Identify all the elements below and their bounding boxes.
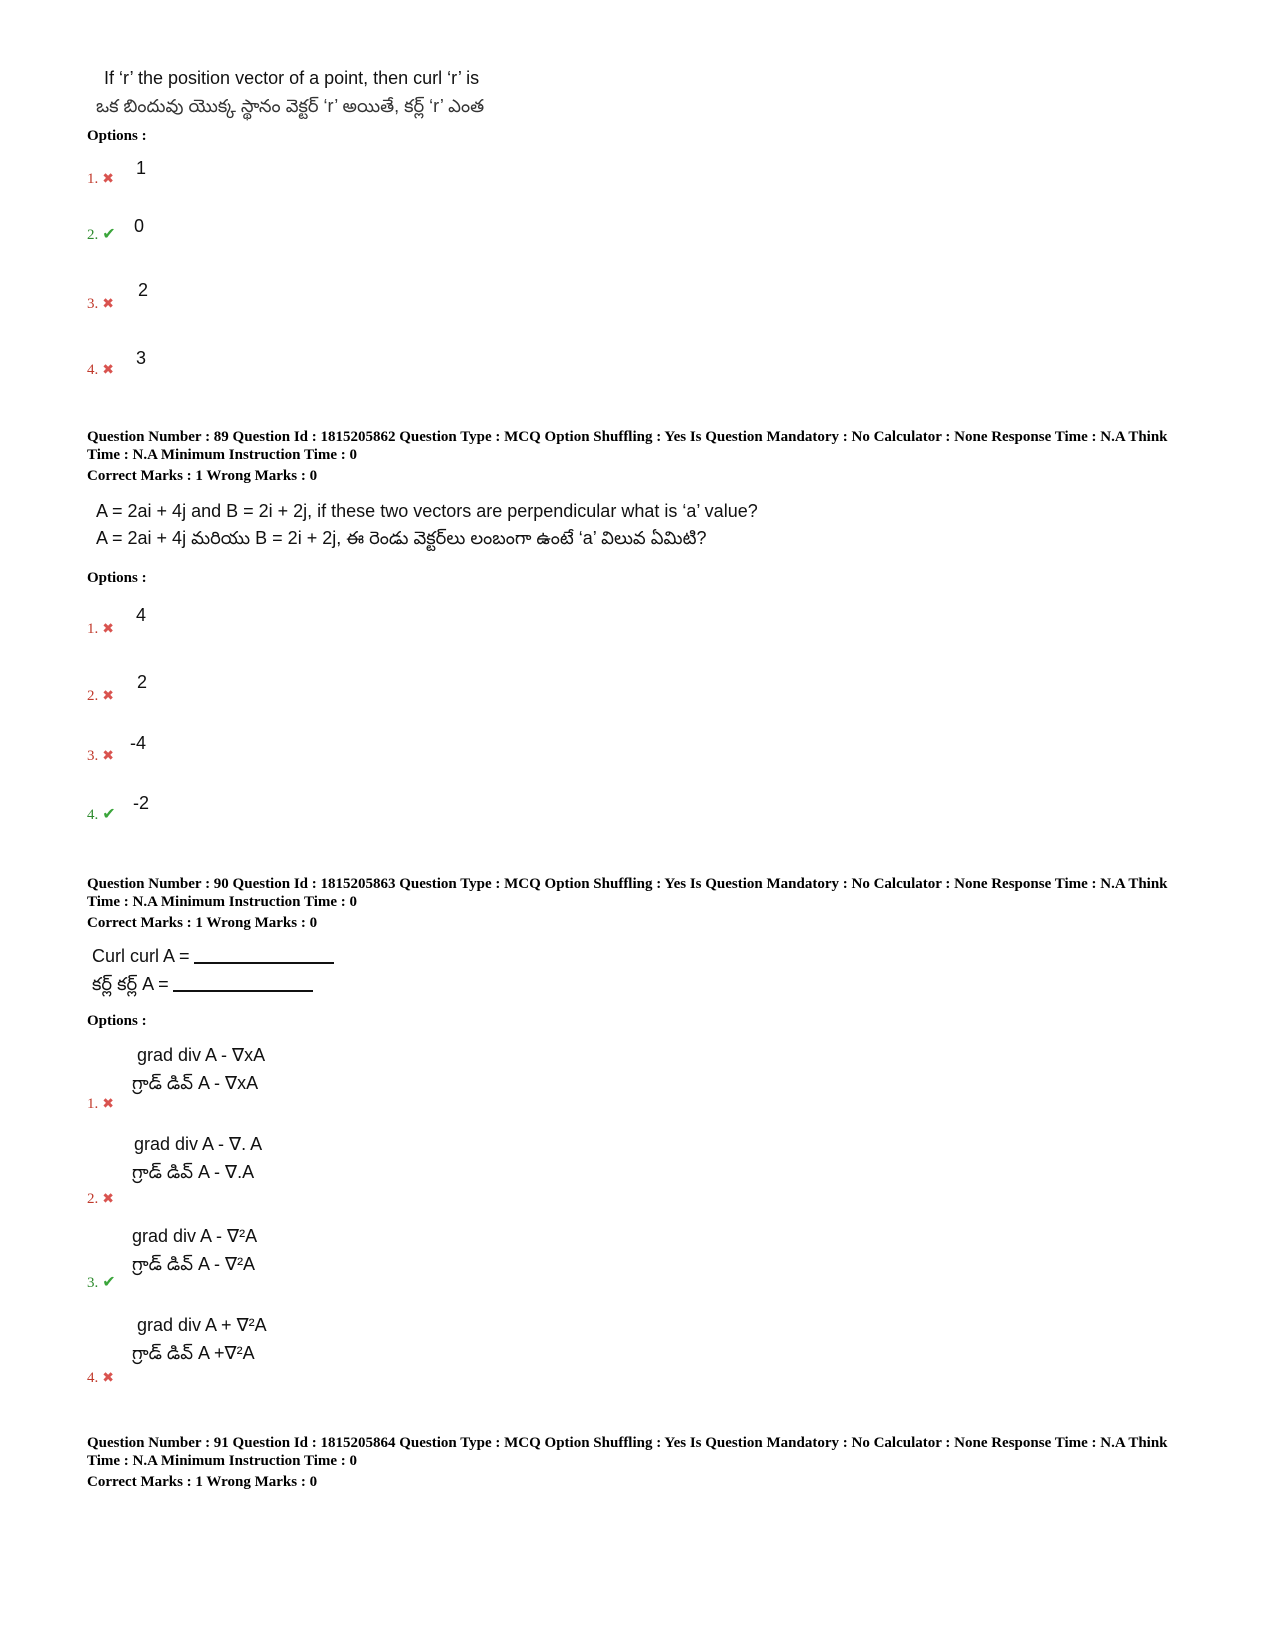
wrong-icon: ✖ [102, 171, 114, 187]
q90-option-2-value-en: grad div A - ∇. A [134, 1134, 263, 1154]
q89-text-en: A = 2ai + 4j and B = 2i + 2j, if these two vectors are perpendicular what is ‘a’ value? [96, 501, 758, 521]
wrong-icon: ✖ [102, 1096, 114, 1112]
q90-option-3[interactable] [87, 1272, 116, 1292]
option-number: 1. [87, 1096, 99, 1112]
q89-option-4-value: -2 [133, 793, 150, 813]
option-number: 2. [87, 688, 99, 704]
option-number: 4. [87, 362, 99, 378]
option-number: 2. [87, 227, 99, 243]
q88-text-te: ఒక బిందువు యొక్క స్థానం వెక్టర్ ‘r’ అయితే, కర్ల్ ‘r’ ఎంత [96, 96, 485, 116]
q90-meta: Question Number : 90 Question Id : 1815205863 Question Type : MCQ Option Shuffling : Yes Is Question Mandatory : No Calculator : None Response Time : N.A Think Time : N.A Minimum Instruction Time : 0 [87, 876, 1168, 910]
q89-option-1[interactable] [87, 618, 114, 638]
q88-option-3[interactable] [87, 293, 114, 313]
wrong-icon: ✖ [102, 1191, 114, 1207]
wrong-icon: ✖ [102, 296, 114, 312]
wrong-icon: ✖ [102, 748, 114, 764]
q88-option-2[interactable] [87, 224, 116, 244]
option-number: 1. [87, 621, 99, 637]
option-number: 1. [87, 171, 99, 187]
option-number: 2. [87, 1191, 99, 1207]
q90-option-3-value-en: grad div A - ∇²A [132, 1226, 258, 1246]
wrong-icon: ✖ [102, 362, 114, 378]
q90-option-4-value-en: grad div A + ∇²A [137, 1315, 267, 1335]
option-number: 3. [87, 296, 99, 312]
q89-option-1-value: 4 [136, 605, 147, 625]
q89-meta: Question Number : 89 Question Id : 1815205862 Question Type : MCQ Option Shuffling : Yes Is Question Mandatory : No Calculator : None Response Time : N.A Think Time : N.A Minimum Instruction Time : 0 [87, 429, 1168, 463]
q89-options-label: Options : [87, 570, 147, 586]
option-number: 3. [87, 748, 99, 764]
q91-marks: Correct Marks : 1 Wrong Marks : 0 [87, 1474, 318, 1490]
q88-option-4-value: 3 [136, 348, 147, 368]
wrong-icon: ✖ [102, 688, 114, 704]
q88-option-4[interactable] [87, 359, 114, 379]
q90-option-2-value-te: గ్రాడ్ డివ్ A - ∇.A [132, 1162, 255, 1182]
q90-option-1-value-te: గ్రాడ్ డివ్ A - ∇xA [132, 1073, 259, 1093]
q89-option-2[interactable] [87, 685, 114, 705]
option-number: 3. [87, 1275, 99, 1291]
wrong-icon: ✖ [102, 1370, 114, 1386]
q89-option-2-value: 2 [137, 672, 148, 692]
q88-option-2-value: 0 [134, 216, 145, 236]
q90-option-3-value-te: గ్రాడ్ డివ్ A - ∇²A [132, 1254, 256, 1274]
q90-options-label: Options : [87, 1013, 147, 1029]
q90-marks: Correct Marks : 1 Wrong Marks : 0 [87, 915, 318, 931]
q90-text-te-row [92, 974, 313, 999]
q88-option-1[interactable] [87, 168, 114, 188]
q89-marks: Correct Marks : 1 Wrong Marks : 0 [87, 468, 318, 484]
answer-blank [173, 990, 313, 992]
q89-option-4[interactable] [87, 804, 116, 824]
q90-text-en: Curl curl A = [92, 946, 190, 966]
q89-text-te: A = 2ai + 4j మరియు B = 2i + 2j, ఈ రెండు వెక్టర్‌లు లంబంగా ఉంటే ‘a’ విలువ ఏమిటి? [96, 528, 707, 548]
option-number: 4. [87, 807, 99, 823]
q89-option-3[interactable] [87, 745, 114, 765]
q90-option-1-value-en: grad div A - ∇xA [137, 1045, 266, 1065]
q90-text-te: కర్ల్ కర్ల్ A = [92, 974, 169, 994]
q90-option-4[interactable] [87, 1367, 114, 1387]
q90-option-2[interactable] [87, 1188, 114, 1208]
q90-option-4-value-te: గ్రాడ్ డివ్ A +∇²A [132, 1343, 255, 1363]
q88-text-en: If ‘r’ the position vector of a point, then curl ‘r’ is [104, 68, 480, 88]
q88-options-label: Options : [87, 128, 147, 144]
check-icon: ✔ [102, 224, 116, 243]
answer-blank [194, 962, 334, 964]
option-number: 4. [87, 1370, 99, 1386]
wrong-icon: ✖ [102, 621, 114, 637]
q88-option-1-value: 1 [136, 158, 147, 178]
q90-text-en-row [92, 946, 334, 967]
q88-option-3-value: 2 [138, 280, 149, 300]
q89-option-3-value: -4 [130, 733, 147, 753]
q91-meta: Question Number : 91 Question Id : 1815205864 Question Type : MCQ Option Shuffling : Yes Is Question Mandatory : No Calculator : None Response Time : N.A Think Time : N.A Minimum Instruction Time : 0 [87, 1435, 1168, 1469]
check-icon: ✔ [102, 804, 116, 823]
q90-option-1[interactable] [87, 1093, 114, 1113]
check-icon: ✔ [102, 1272, 116, 1291]
